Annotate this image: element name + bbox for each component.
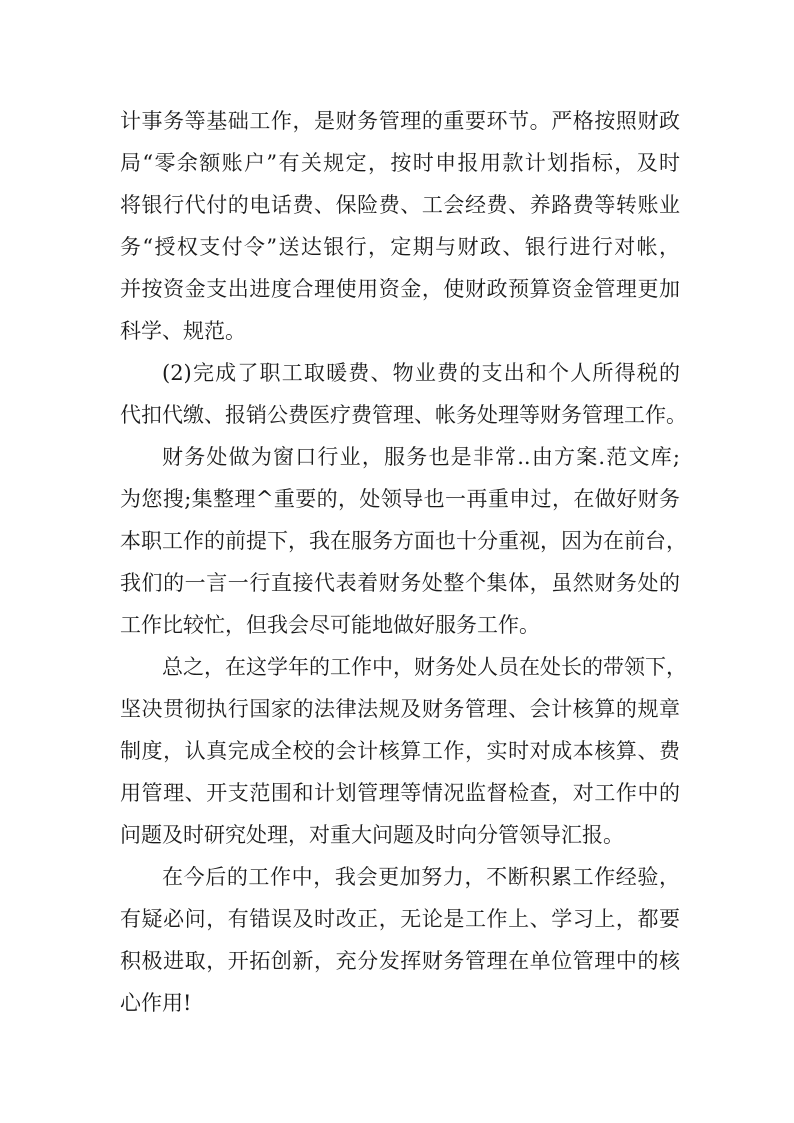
text-line: 为您搜;集整理^重要的，处领导也一再重申过，在做好财务 — [120, 487, 680, 511]
text-line: 并按资金支出进度合理使用资金，使财政预算资金管理更加 — [120, 277, 680, 301]
text-line: 有疑必问，有错误及时改正，无论是工作上、学习上，都要 — [120, 907, 680, 931]
text-line: 问题及时研究处理，对重大问题及时向分管领导汇报。 — [120, 823, 624, 847]
text-line: 积极进取，开拓创新，充分发挥财务管理在单位管理中的核 — [120, 949, 680, 973]
text-line: 总之，在这学年的工作中，财务处人员在处长的带领下， — [162, 655, 687, 679]
text-line: 用管理、开支范围和计划管理等情况监督检查，对工作中的 — [120, 781, 680, 805]
text-line: 在今后的工作中，我会更加努力，不断积累工作经验， — [162, 865, 680, 889]
text-line: 本职工作的前提下，我在服务方面也十分重视，因为在前台， — [120, 529, 687, 553]
text-line: 财务处做为窗口行业，服务也是非常..由方案.范文库; — [162, 445, 680, 469]
text-line: 制度，认真完成全校的会计核算工作，实时对成本核算、费 — [120, 739, 680, 763]
text-line: 坚决贯彻执行国家的法律法规及财务管理、会计核算的规章 — [120, 697, 680, 721]
text-line: 代扣代缴、报销公费医疗费管理、帐务处理等财务管理工作。 — [120, 403, 687, 427]
text-line: 我们的一言一行直接代表着财务处整个集体，虽然财务处的 — [120, 571, 680, 595]
text-line: 计事务等基础工作，是财务管理的重要环节。严格按照财政 — [120, 109, 680, 133]
text-line: 局“零余额账户”有关规定，按时申报用款计划指标，及时 — [120, 151, 680, 175]
text-line: 工作比较忙，但我会尽可能地做好服务工作。 — [120, 613, 540, 637]
text-line: (2)完成了职工取暖费、物业费的支出和个人所得税的 — [162, 361, 680, 385]
text-line: 务“授权支付令”送达银行，定期与财政、银行进行对帐， — [120, 235, 680, 259]
document-body — [120, 100, 687, 1024]
text-line: 科学、规范。 — [120, 319, 246, 343]
text-line: 心作用! — [120, 991, 192, 1015]
text-line: 将银行代付的电话费、保险费、工会经费、养路费等转账业 — [120, 193, 680, 217]
